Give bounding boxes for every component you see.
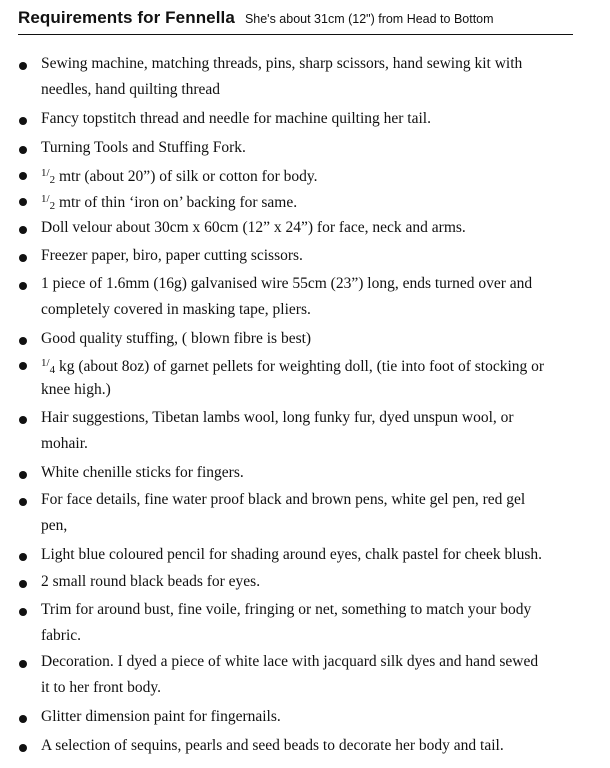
list-item-line: mtr of thin ‘iron on’ backing for same. [55, 194, 298, 211]
bullet-icon [19, 146, 27, 154]
bullet-icon [19, 608, 27, 616]
list-item-line: Decoration. I dyed a piece of white lace with jacquard silk dyes and hand sewed [41, 653, 539, 670]
list-item-line: Sewing machine, matching threads, pins, sharp scissors, hand sewing kit with [41, 55, 523, 72]
list-item-text [41, 676, 601, 699]
list-item-line: 2 small round black beads for eyes. [41, 573, 261, 590]
list-item-text [41, 406, 601, 429]
list-item-text: $^{1/}$2 mtr (about 20”) of silk or cotton for body. [41, 167, 318, 186]
list-item-line: White chenille sticks for fingers. [41, 464, 244, 481]
bullet-icon [19, 62, 27, 70]
list-item-line: Doll velour about 30cm x 60cm (12” x 24”) for face, neck and arms. [41, 219, 466, 236]
bullet-icon [19, 198, 27, 206]
list-item-text [41, 705, 601, 728]
bullet-icon [19, 117, 27, 125]
list-item-text: $^{1/}$4 kg (about 8oz) of garnet pellets for weighting doll, (tie into foot of stocking or [41, 357, 545, 376]
list-item-line: Glitter dimension paint for fingernails. [41, 708, 281, 725]
list-item-text [41, 598, 601, 621]
list-item-text [41, 78, 601, 101]
list-item-line: For face details, fine water proof black and brown pens, white gel pen, red gel [41, 491, 526, 508]
list-item-line: it to her front body. [41, 679, 161, 696]
bullet-icon [19, 498, 27, 506]
fraction-numerator: 1 [41, 193, 47, 205]
list-item-text [41, 52, 601, 75]
bullet-icon [19, 416, 27, 424]
list-item-text [41, 378, 601, 401]
list-item-text [41, 432, 601, 455]
page-subtitle: She's about 31cm (12") from Head to Bottom [244, 12, 494, 26]
bullet-icon [19, 744, 27, 752]
list-item-text: $^{1/}$2 mtr of thin ‘iron on’ backing for same. [41, 193, 298, 212]
bullet-icon [19, 337, 27, 345]
list-item-text [41, 272, 601, 295]
list-item-text [41, 136, 601, 159]
list-item-line: Trim for around bust, fine voile, fringing or net, something to match your body [41, 601, 532, 618]
list-item-text [41, 107, 601, 130]
list-item-text [41, 216, 601, 239]
list-item-line: mohair. [41, 435, 88, 452]
list-item-line: A selection of sequins, pearls and seed beads to decorate her body and tail. [41, 737, 504, 754]
fraction-denominator: 2 [49, 200, 56, 212]
list-item-line: Turning Tools and Stuffing Fork. [41, 139, 246, 156]
list-item-text [41, 461, 601, 484]
list-item-line: needles, hand quilting thread [41, 81, 221, 98]
fraction-numerator: 1 [41, 357, 47, 369]
list-item-text [41, 650, 601, 673]
list-item-line: knee high.) [41, 381, 111, 398]
fraction-numerator: 1 [41, 167, 47, 179]
list-item-line: pen, [41, 517, 68, 534]
list-item-line: Good quality stuffing, ( blown fibre is best) [41, 330, 312, 347]
list-item-line: Freezer paper, biro, paper cutting scissors. [41, 247, 303, 264]
list-item-text [41, 570, 601, 593]
list-item-text [41, 734, 601, 757]
bullet-icon [19, 282, 27, 290]
list-item-text [41, 327, 601, 350]
list-item-text [41, 244, 601, 267]
bullet-icon [19, 226, 27, 234]
page-title: Requirements for Fennella [18, 8, 235, 27]
bullet-icon [19, 553, 27, 561]
header-rule [18, 34, 573, 35]
fraction-denominator: 2 [49, 174, 56, 186]
list-item-text [41, 624, 601, 647]
list-item-line: Fancy topstitch thread and needle for machine quilting her tail. [41, 110, 431, 127]
list-item-line: fabric. [41, 627, 82, 644]
header [18, 8, 578, 28]
list-item-line: completely covered in masking tape, pliers. [41, 301, 311, 318]
list-item-text [41, 543, 601, 566]
bullet-icon [19, 254, 27, 262]
fraction-denominator: 4 [49, 364, 56, 376]
list-item-line: Hair suggestions, Tibetan lambs wool, long funky fur, dyed unspun wool, or [41, 409, 514, 426]
list-item-line: 1 piece of 1.6mm (16g) galvanised wire 55cm (23”) long, ends turned over and [41, 275, 533, 292]
bullet-icon [19, 172, 27, 180]
list-item-line: mtr (about 20”) of silk or cotton for body. [55, 168, 318, 185]
list-item-line: Light blue coloured pencil for shading around eyes, chalk pastel for cheek blush. [41, 546, 543, 563]
bullet-icon [19, 362, 27, 370]
bullet-icon [19, 715, 27, 723]
list-item-text [41, 514, 601, 537]
list-item-text [41, 298, 601, 321]
bullet-icon [19, 471, 27, 479]
list-item-line: kg (about 8oz) of garnet pellets for weighting doll, (tie into foot of stocking or [55, 358, 545, 375]
list-item-text [41, 488, 601, 511]
bullet-icon [19, 660, 27, 668]
bullet-icon [19, 580, 27, 588]
